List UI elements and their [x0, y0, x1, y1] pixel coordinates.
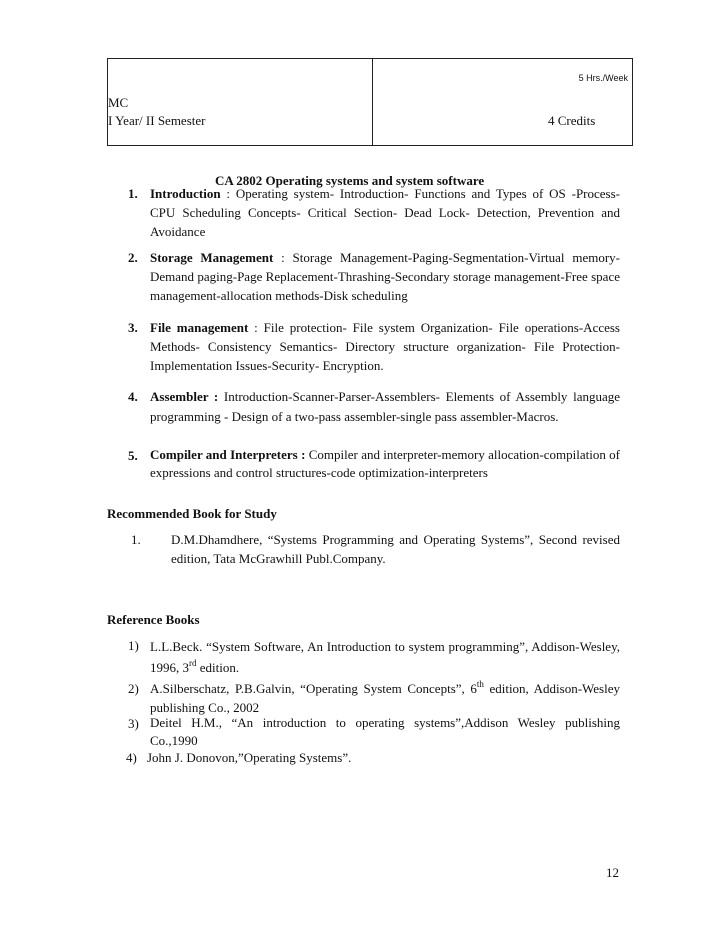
recommended-number: 1.	[131, 532, 141, 547]
unit-3: File management : File protection- File system Organization- File operations-Access Methods- Consistency Semantics- Directory structure organization- File Protection- Implementation Issues-Security- Encryption.	[150, 320, 620, 373]
unit-5	[150, 446, 620, 482]
unit-1: Introduction : Operating system- Introduction- Functions and Types of OS -Process- CPU Scheduling Concepts- Critical Section- Dead Lock- Detection, Prevention and Avoidance	[150, 186, 620, 239]
references-heading: Reference Books	[107, 612, 200, 627]
unit-text: Storage Management-Paging-Segmentation-Virtual memory-Demand paging-Page Replacement-Thrashing-Secondary storage management-Free space management-allocation methods-Disk scheduling	[150, 250, 620, 303]
unit-text: Operating system- Introduction- Functions and Types of OS -Process- CPU Scheduling Concepts- Critical Section- Dead Lock- Detection, Prevention and Avoidance	[150, 186, 620, 239]
unit-name: File management	[150, 320, 249, 335]
recommended-book: D.M.Dhamdhere, “Systems Programming and Operating Systems”, Second revised edition, Tata McGrawhill Publ.Company.	[171, 532, 620, 566]
unit-name: Assembler :	[150, 389, 219, 404]
credits: 4 Credits	[548, 113, 596, 128]
reference-3: Deitel H.M., “An introduction to operating systems”,Addison Wesley publishing Co.,1990	[150, 715, 620, 748]
course-title: CA 2802 Operating systems and system software	[215, 173, 485, 188]
recommended-heading: Recommended Book for Study	[107, 506, 277, 521]
unit-number: 2.	[128, 250, 138, 265]
table-divider	[372, 59, 373, 145]
unit-number: 4.	[128, 389, 138, 404]
reference-1: L.L.Beck. “System Software, An Introduction to system programming”, Addison-Wesley, 1996, 3rd edition.	[150, 639, 620, 675]
page-number: 12	[606, 865, 619, 880]
unit-number: 1.	[128, 186, 138, 201]
unit-name: Compiler and Interpreters :	[150, 447, 306, 462]
unit-number: 5.	[128, 448, 138, 463]
unit-text: File protection- File system Organization- File operations-Access Methods- Consistency Semantics- Directory structure organization- File Protection- Implementation Issues-Security- Encryption.	[150, 320, 620, 373]
unit-4	[150, 387, 620, 427]
unit-number: 3.	[128, 320, 138, 335]
unit-text: Compiler and interpreter-memory allocation-compilation of expressions and control structures-code optimization-interpreters	[150, 447, 621, 480]
reference-number: 2)	[128, 681, 139, 696]
header-table	[107, 58, 633, 146]
unit-2: Storage Management : Storage Management-Paging-Segmentation-Virtual memory-Demand paging-Page Replacement-Thrashing-Secondary storage management-Free space management-allocation methods-Disk scheduling	[150, 250, 620, 303]
unit-text: Introduction-Scanner-Parser-Assemblers- Elements of Assembly language programming - Design of a two-pass assembler-single pass assembler-Macros.	[150, 389, 621, 424]
reference-4: John J. Donovon,”Operating Systems”.	[147, 750, 352, 765]
reference-2: A.Silberschatz, P.B.Galvin, “Operating System Concepts”, 6th edition, Addison-Wesley publishing Co., 2002	[150, 679, 621, 715]
hours-per-week: 5 Hrs./Week	[578, 73, 628, 83]
reference-number: 4)	[126, 750, 137, 765]
programme: MC	[108, 95, 129, 110]
unit-name: Introduction	[150, 186, 221, 201]
unit-name: Storage Management	[150, 250, 274, 265]
semester: I Year/ II Semester	[108, 113, 206, 128]
reference-number: 3)	[128, 716, 139, 731]
reference-number: 1)	[128, 638, 139, 653]
